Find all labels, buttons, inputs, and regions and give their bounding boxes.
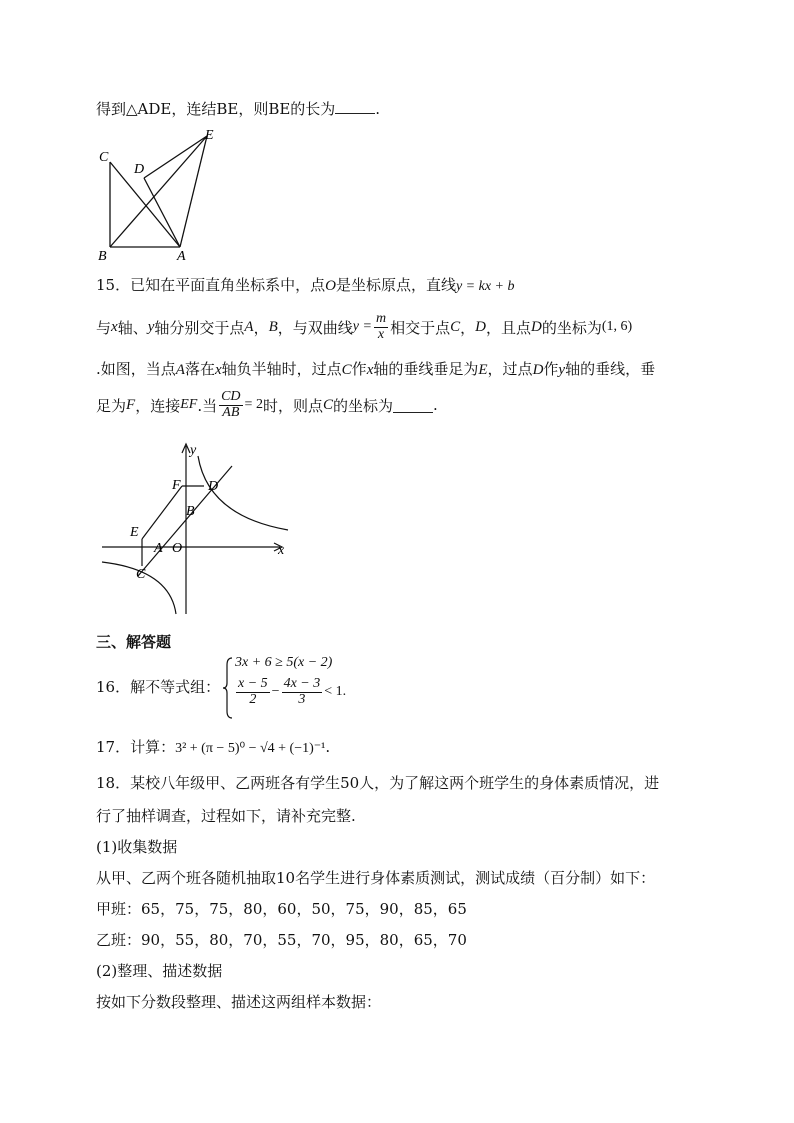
point-c: C <box>341 362 352 378</box>
q15-text: 与 <box>96 318 112 337</box>
inequality-2 <box>234 677 346 707</box>
sep: ， <box>253 318 269 337</box>
q15-text: 是坐标原点，直线 <box>335 276 456 294</box>
q14-figure <box>92 126 222 262</box>
q16-end: . <box>342 684 347 700</box>
q15-line3 <box>96 358 655 379</box>
label-c: C <box>136 567 146 582</box>
fraction-1 <box>236 677 270 707</box>
inequality-1: 3x + 6 ≥ 5(x − 2) <box>235 655 333 670</box>
var-x: x <box>366 362 374 378</box>
point-e: E <box>478 362 488 378</box>
q15-text: .当 <box>197 396 218 415</box>
q16-prefix: 16．解不等式组： <box>96 678 221 696</box>
var-x: x <box>214 362 222 378</box>
hyperbola-fraction <box>374 312 388 342</box>
frac-den: 2 <box>249 691 257 707</box>
q15-line1 <box>96 274 515 295</box>
var-x: x <box>111 318 118 335</box>
q15-text: 时，则点 <box>262 396 323 415</box>
point-c: C <box>322 396 333 413</box>
brace-icon <box>222 657 234 719</box>
line-equation: y = kx + b <box>455 279 515 294</box>
point-f: F <box>126 396 136 413</box>
frac-den: AB <box>222 404 240 420</box>
inequality-tail: < 1 <box>324 684 343 700</box>
label-e: E <box>205 128 214 143</box>
q17-expression: 3² + (π − 5)⁰ − √4 + (−1)⁻¹ <box>175 741 326 756</box>
q15-text: 轴分别交于点 <box>154 318 245 337</box>
point-d: D <box>530 318 542 335</box>
q14-end: . <box>375 100 381 118</box>
q18-line1: 18．某校八年级甲、乙两班各有学生50人，为了解这两个班学生的身体素质情况，进 <box>96 774 660 792</box>
label-f: F <box>172 478 181 493</box>
class-b-scores: 90，55，80，70，55，70，95，80，65，70 <box>141 931 467 949</box>
q15-text: ，且点 <box>485 318 531 337</box>
segment-ea <box>180 136 207 247</box>
q17-line <box>96 736 330 757</box>
q15-text: 相交于点 <box>390 318 451 337</box>
class-b-scores-row <box>96 929 467 950</box>
q15-text: 轴、 <box>117 318 148 337</box>
var-y: y <box>558 362 566 378</box>
ratio-value: = 2 <box>244 397 263 413</box>
q18-subheading-2: (2)整理、描述数据 <box>96 962 223 980</box>
label-y: y <box>190 443 197 458</box>
q15-figure <box>100 438 292 618</box>
q15-text: 作 <box>351 360 367 378</box>
frac-num: m <box>375 311 387 326</box>
q18-line4: 按如下分数段整理、描述这两组样本数据： <box>96 993 382 1011</box>
q15-text: 的坐标为 <box>332 396 393 415</box>
q15-text: ，过点 <box>487 360 533 378</box>
q15-end: . <box>433 396 438 415</box>
q15-text: ，与双曲线 <box>277 318 353 337</box>
answer-blank <box>393 398 433 413</box>
label-d: D <box>134 162 145 177</box>
label-d: D <box>208 479 219 494</box>
fraction-2 <box>282 677 323 707</box>
point-d: D <box>475 318 486 335</box>
point-o: O <box>325 278 336 294</box>
label-e: E <box>130 525 139 540</box>
class-a-label: 甲班： <box>96 900 142 918</box>
class-b-label: 乙班： <box>96 931 142 949</box>
q15-text: 的坐标为 <box>541 318 602 337</box>
point-a: A <box>244 318 254 335</box>
q18-line3: 从甲、乙两个班各随机抽取10名学生进行身体素质测试，测试成绩（百分制）如下： <box>96 869 656 887</box>
ratio-fraction <box>219 390 242 420</box>
label-a: A <box>154 541 163 556</box>
section-heading: 三、解答题 <box>96 633 172 651</box>
q15-text: 落在 <box>184 360 215 378</box>
frac-den: x <box>377 326 385 342</box>
answer-blank <box>335 99 375 114</box>
label-c: C <box>99 150 109 165</box>
q15-text: 15．已知在平面直角坐标系中，点 <box>96 276 326 294</box>
segment-be <box>110 136 207 247</box>
q14-line <box>96 98 380 119</box>
q17-end: . <box>325 738 331 756</box>
q15-text: ，连接 <box>135 396 181 415</box>
label-b: B <box>186 504 195 519</box>
class-a-scores-row <box>96 898 467 919</box>
q15-line2 <box>96 312 632 342</box>
frac-num: x − 5 <box>238 676 268 691</box>
q17-prefix: 17．计算： <box>96 738 176 756</box>
segment-ef: EF <box>180 397 198 413</box>
class-a-scores: 65，75，75，80，60，50，75，90，85，65 <box>141 900 467 918</box>
point-d: D <box>532 362 544 378</box>
hyperbola-left: y = <box>352 319 372 335</box>
q15-text: 作 <box>543 360 559 378</box>
q14-text: 得到△ADE，连结BE，则BE的长为 <box>96 100 336 118</box>
frac-num: 4x − 3 <box>283 676 321 691</box>
q15-text: .如图，当点 <box>96 360 176 378</box>
q18-line2: 行了抽样调查，过程如下，请补充完整. <box>96 807 356 825</box>
point-b: B <box>268 318 278 335</box>
q15-text: 足为 <box>96 396 127 415</box>
label-b: B <box>98 249 107 262</box>
q18-subheading-1: (1)收集数据 <box>96 838 178 856</box>
frac-num: CD <box>221 389 241 404</box>
q15-text: 轴的垂线垂足为 <box>373 360 479 378</box>
frac-den: 3 <box>298 691 306 707</box>
point-c: C <box>450 318 461 335</box>
var-y: y <box>147 318 155 335</box>
q15-text: 轴负半轴时，过点 <box>221 360 342 378</box>
q15-line4 <box>96 390 438 420</box>
label-a: A <box>177 249 186 262</box>
coordinate-d: (1, 6) <box>601 319 633 335</box>
minus-sign: − <box>271 684 280 700</box>
label-x: x <box>278 543 285 558</box>
sep: ， <box>460 318 476 337</box>
q15-text: 轴的垂线，垂 <box>565 360 656 378</box>
label-o: O <box>172 541 183 556</box>
point-a: A <box>175 362 185 378</box>
